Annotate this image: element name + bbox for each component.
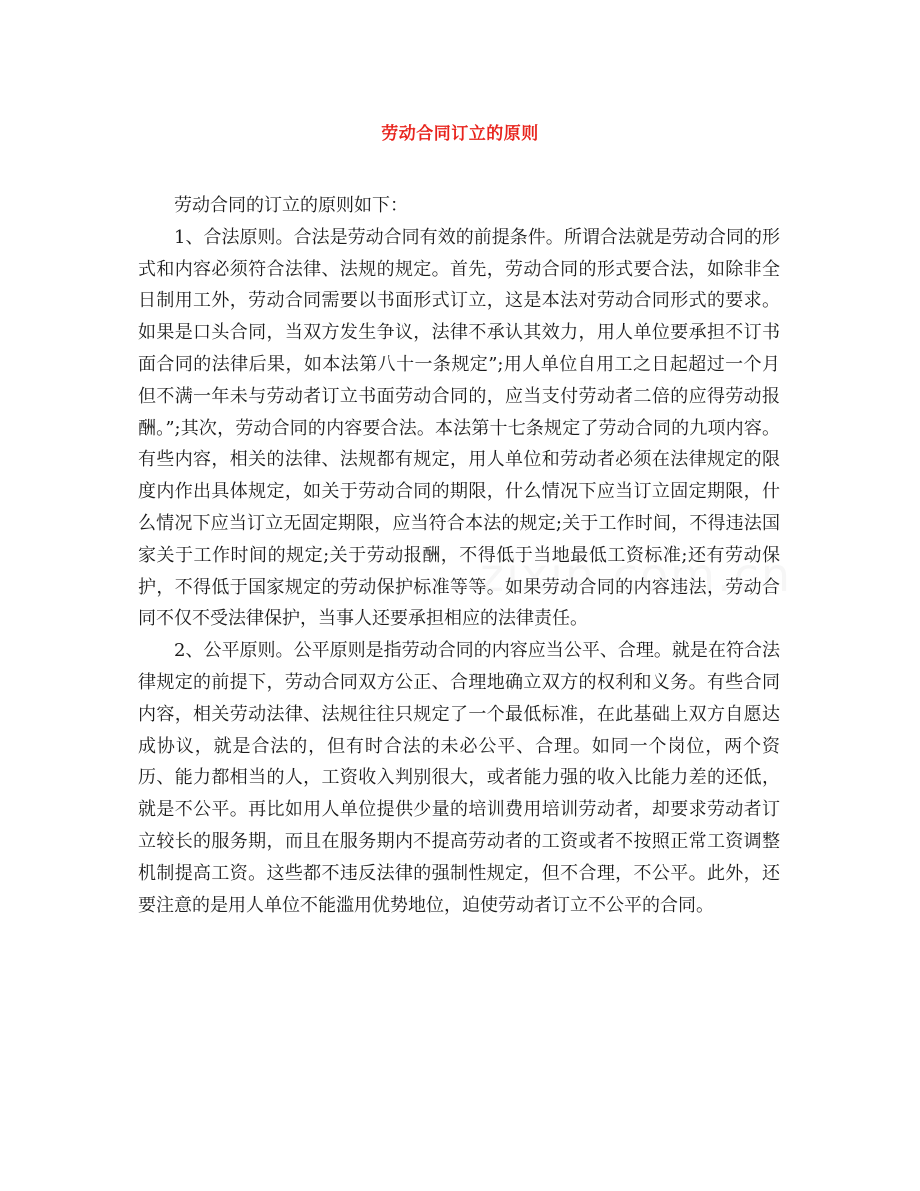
- legality-principle-paragraph: 1、合法原则。合法是劳动合同有效的前提条件。所谓合法就是劳动合同的形式和内容必须符合法律、法规的规定。首先，劳动合同的形式要合法，如除非全日制用工外，劳动合同需要以书面形式订立，这是本法对劳动合同形式的要求。如果是口头合同，当双方发生争议，法律不承认其效力，用人单位要承担不订书面合同的法律后果，如本法第八十一条规定”;用人单位自用工之日起超过一个月但不满一年未与劳动者订立书面劳动合同的，应当支付劳动者二倍的应得劳动报酬。”;其次，劳动合同的内容要合法。本法第十七条规定了劳动合同的九项内容。有些内容，相关的法律、法规都有规定，用人单位和劳动者必须在法律规定的限度内作出具体规定，如关于劳动合同的期限，什么情况下应当订立固定期限，什么情况下应当订立无固定期限，应当符合本法的规定;关于工作时间，不得违法国家关于工作时间的规定;关于劳动报酬，不得低于当地最低工资标准;还有劳动保护，不得低于国家规定的劳动保护标准等等。如果劳动合同的内容违法，劳动合同不仅不受法律保护，当事人还要承担相应的法律责任。: [138, 226, 780, 630]
- intro-paragraph: 劳动合同的订立的原则如下：: [174, 195, 408, 216]
- document-body: [138, 190, 780, 921]
- document-title: 劳动合同订立的原则: [381, 124, 539, 144]
- fairness-principle-paragraph: 2、公平原则。公平原则是指劳动合同的内容应当公平、合理。就是在符合法律规定的前提下，劳动合同双方公正、合理地确立双方的权利和义务。有些合同内容，相关劳动法律、法规往往只规定了一个最低标准，在此基础上双方自愿达成协议，就是合法的，但有时合法的未必公平、合理。如同一个岗位，两个资历、能力都相当的人，工资收入判别很大，或者能力强的收入比能力差的还低，就是不公平。再比如用人单位提供少量的培训费用培训劳动者，却要求劳动者订立较长的服务期，而且在服务期内不提高劳动者的工资或者不按照正常工资调整机制提高工资。这些都不违反法律的强制性规定，但不合理，不公平。此外，还要注意的是用人单位不能滥用优势地位，迫使劳动者订立不公平的合同。: [138, 640, 780, 916]
